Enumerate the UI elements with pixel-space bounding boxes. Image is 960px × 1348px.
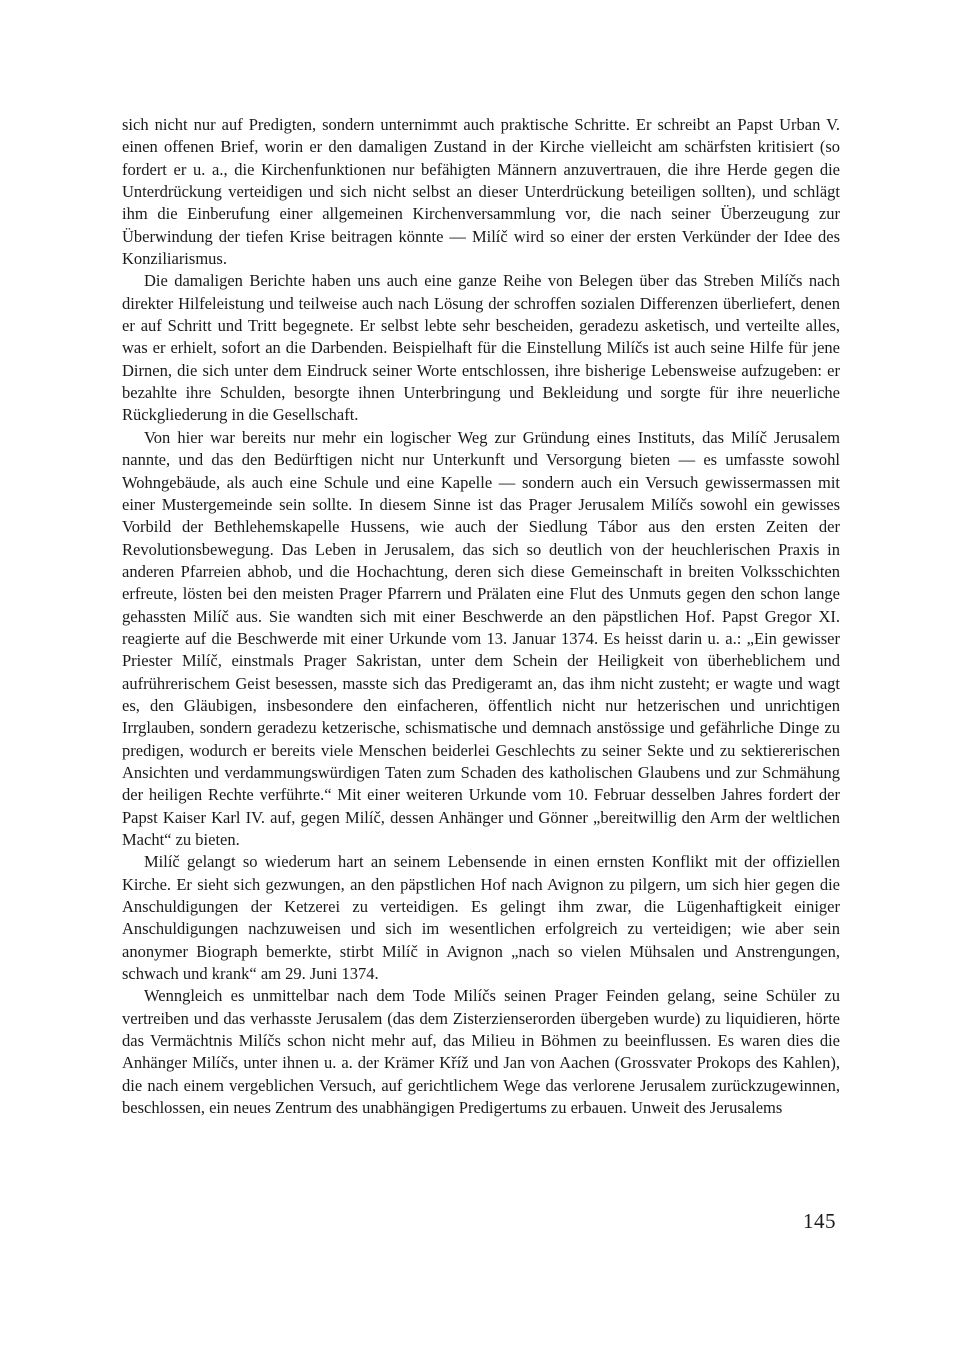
paragraph-4: Milíč gelangt so wiederum hart an seinem Lebensende in einen ernsten Konflikt mit der offiziellen Kirche. Er sieht sich gezwungen, an den päpstlichen Hof nach Avignon zu pilgern, um sich hier gegen die Anschuldigungen der Ketzerei zu verteidigen. Es gelingt ihm zwar, die Lügenhaftigkeit einiger Anschuldigungen nachzuweisen und sich im wesentlichen erfolgreich zu verteidigen; wie aber sein anonymer Biograph bemerkte, stirbt Milíč in Avignon „nach so vielen Mühsalen und Anstrengungen, schwach und krank“ am 29. Juni 1374. (122, 852, 840, 984)
page-body (122, 114, 840, 1119)
paragraph-2: Die damaligen Berichte haben uns auch eine ganze Reihe von Belegen über das Streben Milíčs nach direkter Hilfeleistung und teilweise auch nach Lösung der schroffen sozialen Differenzen überliefert, denen er auf Schritt und Tritt begegnete. Er selbst lebte sehr bescheiden, geradezu asketisch, und verteilte alles, was er erhielt, sofort an die Darbenden. Beispielhaft für die Einstellung Milíčs ist auch seine Hilfe für jene Dirnen, die sich unter dem Eindruck seiner Worte entschlossen, ihre bisherige Lebensweise aufzugeben: er bezahlte ihre Schulden, besorgte ihnen Unterbringung und Bekleidung und sorgte für ihre neuerliche Rückgliederung in die Gesellschaft. (122, 271, 840, 425)
page-number: 145 (803, 1209, 836, 1233)
paragraph-1: sich nicht nur auf Predigten, sondern unternimmt auch praktische Schritte. Er schreibt an Papst Urban V. einen offenen Brief, worin er den damaligen Zustand in der Kirche vielleicht am schärfsten kritisiert (so fordert er u. a., die Kirchenfunktionen nur befähigten Männern anzuvertrauen, die ihre Herde gegen die Unterdrückung verteidigen und sich nicht selbst an dieser Unterdrückung beteiligen sollten), und schlägt ihm die Einberufung einer allgemeinen Kirchenversammlung vor, die nach seiner Überzeugung zur Überwindung der tiefen Krise beitragen könnte — Milíč wird so einer der ersten Verkünder der Idee des Konziliarismus. (122, 115, 840, 269)
paragraph-5: Wenngleich es unmittelbar nach dem Tode Milíčs seinen Prager Feinden gelang, seine Schüler zu vertreiben und das verhasste Jerusalem (das dem Zisterzienserorden übergeben wurde) zu liquidieren, hörte das Vermächtnis Milíčs schon nicht mehr auf, das Milieu in Böhmen zu beeinflussen. Es waren dies die Anhänger Milíčs, unter ihnen u. a. der Krämer Kříž und Jan von Aachen (Grossvater Prokops des Kahlen), die nach einem vergeblichen Versuch, auf gerichtlichem Wege das verlorene Jerusalem zurückzugewinnen, beschlossen, ein neues Zentrum des unabhängigen Predigertums zu erbauen. Unweit des Jerusalems (122, 986, 840, 1118)
paragraph-3: Von hier war bereits nur mehr ein logischer Weg zur Gründung eines Instituts, das Milíč Jerusalem nannte, und das den Bedürftigen nicht nur Unterkunft und Versorgung bieten — es umfasste sowohl Wohngebäude, als auch eine Schule und eine Kapelle — sondern auch ein Versuch gewissermassen mit einer Mustergemeinde sein sollte. In diesem Sinne ist das Prager Jerusalem Milíčs sowohl ein gewisses Vorbild der Bethlehemskapelle Hussens, wie auch der Siedlung Tábor aus den ersten Zeiten der Revolutionsbewegung. Das Leben in Jerusalem, das sich so deutlich von der heuchlerischen Praxis in anderen Pfarreien abhob, und die Hochachtung, deren sich diese Gemeinschaft in breiten Volksschichten erfreute, lösten bei den meisten Prager Pfarrern und Prälaten eine Flut des Unmuts gegen den schon lange gehassten Milíč aus. Sie wandten sich mit einer Beschwerde an den päpstlichen Hof. Papst Gregor XI. reagierte auf die Beschwerde mit einer Urkunde vom 13. Januar 1374. Es heisst darin u. a.: „Ein gewisser Priester Milíč, einstmals Prager Sakristan, unter dem Schein der Heiligkeit von überheblichem und aufrührerischem Geist besessen, masste sich das Predigeramt an, das ihm nicht zusteht; er wagte und wagt es, den Gläubigen, insbesondere den einfacheren, öffentlich nicht nur hetzerischen und unrichtigen Irrglauben, sondern geradezu ketzerische, schismatische und demnach anstössige und gefährliche Dinge zu predigen, wodurch er bereits viele Menschen beiderlei Geschlechts zu seiner Sekte und zu sektiererischen Ansichten und verdammungswürdigen Taten zum Schaden des katholischen Glaubens und zur Schmähung der heiligen Rechte verführte.“ Mit einer weiteren Urkunde vom 10. Februar desselben Jahres fordert der Papst Kaiser Karl IV. auf, gegen Milíč, dessen Anhänger und Gönner „bereitwillig den Arm der weltlichen Macht“ zu bieten. (122, 427, 840, 849)
